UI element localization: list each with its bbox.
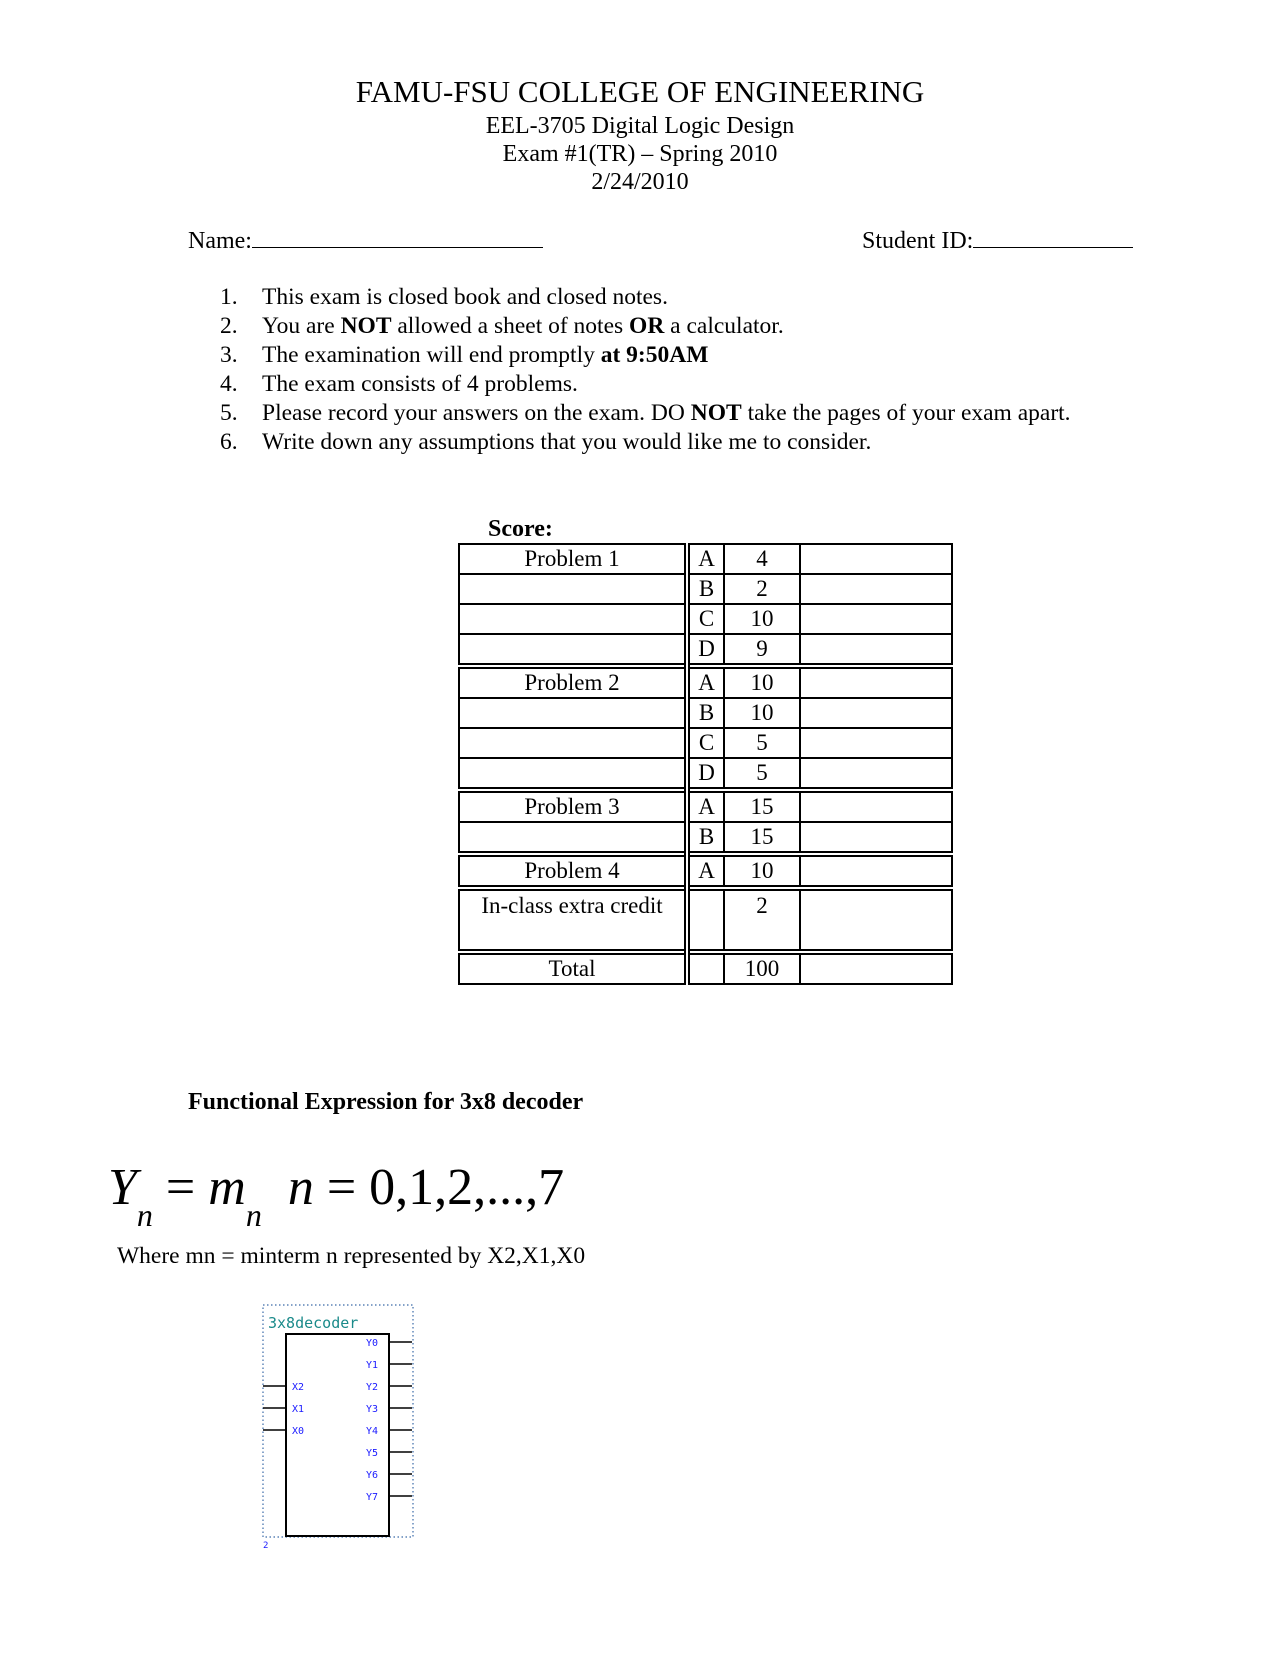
score-row — [459, 544, 952, 574]
score-problem-cell: Problem 1 — [459, 544, 687, 574]
score-part-cell: A — [687, 854, 724, 888]
score-points-cell: 10 — [724, 604, 800, 634]
score-part-cell: A — [687, 544, 724, 574]
instruction-number: 4. — [220, 371, 238, 397]
instruction-text — [262, 370, 578, 399]
formula-rhs: m — [208, 1159, 246, 1216]
score-row — [459, 698, 952, 728]
decoder-output-label: Y6 — [366, 1470, 379, 1481]
decoder-output-label: Y3 — [366, 1404, 379, 1415]
student-id-field[interactable] — [862, 227, 1133, 255]
score-earned-cell[interactable] — [800, 666, 952, 698]
score-points-cell: 15 — [724, 822, 800, 854]
student-id-label: Student ID: — [862, 228, 974, 254]
score-part-cell: B — [687, 822, 724, 854]
score-points-cell: 10 — [724, 854, 800, 888]
score-row — [459, 604, 952, 634]
score-problem-cell: Problem 2 — [459, 666, 687, 698]
instruction-segment: a calculator. — [664, 313, 784, 339]
score-points-cell: 4 — [724, 544, 800, 574]
decoder-corner-label: 2 — [263, 1541, 269, 1550]
instruction-segment: Write down any assumptions that you would like me to consider. — [262, 429, 872, 455]
instruction-emphasis: OR — [629, 313, 665, 339]
score-points-cell: 9 — [724, 634, 800, 666]
score-label: Score: — [488, 516, 553, 542]
instruction-emphasis: NOT — [690, 400, 742, 426]
score-problem-cell — [459, 604, 687, 634]
score-earned-cell[interactable] — [800, 790, 952, 822]
score-problem-cell — [459, 822, 687, 854]
score-problem-cell — [459, 574, 687, 604]
score-problem-cell: Problem 4 — [459, 854, 687, 888]
formula-cond: n — [287, 1159, 314, 1216]
score-part-cell — [687, 952, 724, 984]
score-row — [459, 666, 952, 698]
score-points-cell: 100 — [724, 952, 800, 984]
instruction-text — [262, 341, 708, 370]
score-row — [459, 790, 952, 822]
score-earned-cell[interactable] — [800, 634, 952, 666]
decoder-output-label: Y5 — [366, 1448, 379, 1459]
score-part-cell: B — [687, 574, 724, 604]
score-row — [459, 888, 952, 952]
where-note: Where mn = minterm n represented by X2,X1,X0 — [117, 1243, 586, 1269]
score-row — [459, 728, 952, 758]
score-row — [459, 758, 952, 790]
score-points-cell: 10 — [724, 698, 800, 728]
decoder-input-label: X1 — [292, 1404, 305, 1415]
instruction-text — [262, 312, 784, 341]
course-title: EEL-3705 Digital Logic Design — [485, 113, 795, 139]
instruction-item — [220, 341, 1071, 370]
instruction-item — [220, 283, 1071, 312]
score-problem-cell — [459, 698, 687, 728]
functional-heading: Functional Expression for 3x8 decoder — [188, 1089, 584, 1115]
instruction-segment: Please record your answers on the exam. DO — [262, 400, 691, 426]
score-part-cell: D — [687, 758, 724, 790]
instruction-emphasis: NOT — [340, 313, 392, 339]
score-part-cell: B — [687, 698, 724, 728]
score-row — [459, 574, 952, 604]
instruction-segment: This exam is closed book and closed notes. — [262, 284, 668, 310]
decoder-output-label: Y7 — [366, 1492, 379, 1503]
decoder-output-label: Y1 — [366, 1360, 379, 1371]
name-label: Name: — [188, 228, 252, 254]
instruction-item — [220, 312, 1071, 341]
score-part-cell: A — [687, 790, 724, 822]
instruction-number: 6. — [220, 429, 238, 455]
decoder-title: 3x8decoder — [268, 1314, 359, 1332]
instructions-list — [220, 283, 1071, 457]
instruction-number: 2. — [220, 313, 238, 339]
decoder-output-label: Y4 — [366, 1426, 379, 1437]
formula-eq: = — [152, 1159, 209, 1216]
score-row — [459, 952, 952, 984]
score-earned-cell[interactable] — [800, 822, 952, 854]
score-earned-cell[interactable] — [800, 574, 952, 604]
score-earned-cell[interactable] — [800, 698, 952, 728]
score-row — [459, 854, 952, 888]
exam-date: 2/24/2010 — [591, 169, 689, 195]
decoder-output-label: Y2 — [366, 1382, 379, 1393]
score-part-cell: C — [687, 728, 724, 758]
score-row — [459, 822, 952, 854]
instruction-segment: The examination will end promptly — [262, 342, 601, 368]
score-problem-cell: In-class extra credit — [459, 888, 687, 952]
score-earned-cell[interactable] — [800, 888, 952, 952]
formula-values: 0,1,2,...,7 — [369, 1159, 565, 1216]
score-problem-cell — [459, 728, 687, 758]
score-earned-cell[interactable] — [800, 952, 952, 984]
instruction-item — [220, 428, 1071, 457]
score-earned-cell[interactable] — [800, 544, 952, 574]
instruction-number: 5. — [220, 400, 238, 426]
instruction-text — [262, 283, 668, 312]
college-title: FAMU-FSU COLLEGE OF ENGINEERING — [355, 74, 925, 109]
score-problem-cell: Total — [459, 952, 687, 984]
decoder-formula: $Y_n = m_n$ n = 0,1,2,...,7 — [108, 1159, 565, 1233]
instruction-item — [220, 399, 1071, 428]
score-earned-cell[interactable] — [800, 728, 952, 758]
formula-lhs: Y — [108, 1159, 137, 1216]
score-points-cell: 5 — [724, 758, 800, 790]
score-row — [459, 634, 952, 666]
instruction-number: 1. — [220, 284, 238, 310]
instruction-text — [262, 428, 871, 457]
instruction-segment: You are — [262, 313, 341, 339]
score-earned-cell[interactable] — [800, 758, 952, 790]
instruction-segment: The exam consists of 4 problems. — [262, 371, 578, 397]
exam-title: Exam #1(TR) – Spring 2010 — [502, 141, 778, 167]
score-part-cell: A — [687, 666, 724, 698]
score-part-cell: C — [687, 604, 724, 634]
name-blank[interactable] — [252, 227, 543, 248]
instruction-number: 3. — [220, 342, 238, 368]
score-points-cell: 10 — [724, 666, 800, 698]
score-points-cell: 2 — [724, 574, 800, 604]
score-earned-cell[interactable] — [800, 854, 952, 888]
decoder-input-label: X2 — [292, 1382, 305, 1393]
student-id-blank[interactable] — [973, 227, 1133, 248]
name-field[interactable] — [188, 227, 543, 255]
score-table — [458, 543, 953, 985]
formula-rhs-sub: n — [245, 1197, 262, 1233]
score-points-cell: 15 — [724, 790, 800, 822]
decoder-output-label: Y0 — [366, 1338, 379, 1349]
score-problem-cell: Problem 3 — [459, 790, 687, 822]
decoder-symbol — [262, 1304, 422, 1550]
score-problem-cell — [459, 634, 687, 666]
instruction-segment: allowed a sheet of notes — [391, 313, 630, 339]
instruction-emphasis: at 9:50AM — [600, 342, 709, 368]
instruction-item — [220, 370, 1071, 399]
instruction-segment: take the pages of your exam apart. — [741, 400, 1071, 426]
decoder-input-label: X0 — [292, 1426, 305, 1437]
score-part-cell: D — [687, 634, 724, 666]
instruction-text — [262, 399, 1071, 428]
formula-lhs-sub: n — [136, 1197, 153, 1233]
score-part-cell — [687, 888, 724, 952]
score-points-cell: 5 — [724, 728, 800, 758]
score-earned-cell[interactable] — [800, 604, 952, 634]
score-problem-cell — [459, 758, 687, 790]
score-points-cell: 2 — [724, 888, 800, 952]
